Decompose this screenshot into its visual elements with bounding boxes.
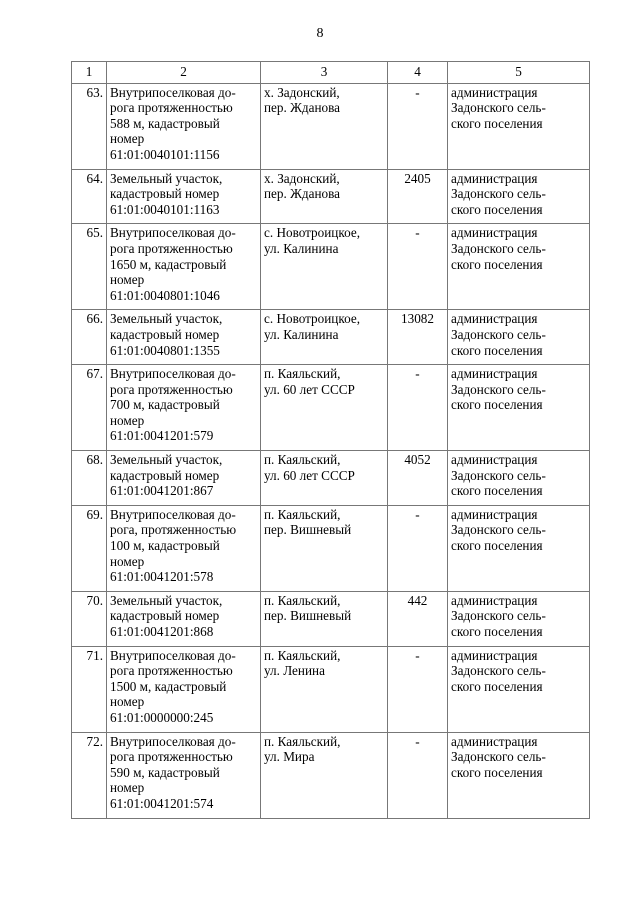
object-area: -	[388, 505, 448, 591]
object-owner: администрация Задонского сель- ского поселения	[448, 224, 590, 310]
object-name: Земельный участок, кадастровый номер 61:01:0040801:1355	[107, 310, 261, 365]
row-number: 63.	[72, 83, 107, 169]
object-area: -	[388, 83, 448, 169]
object-area: 13082	[388, 310, 448, 365]
header-col-1: 1	[72, 62, 107, 84]
table-row	[72, 169, 590, 224]
table-row	[72, 451, 590, 506]
object-area: -	[388, 732, 448, 818]
object-owner: администрация Задонского сель- ского поселения	[448, 451, 590, 506]
table-row	[72, 310, 590, 365]
table-row	[72, 646, 590, 732]
header-col-5: 5	[448, 62, 590, 84]
object-name: Внутрипоселковая до- рога протяженностью 1650 м, кадастровый номер 61:01:0040801:1046	[107, 224, 261, 310]
object-area: -	[388, 646, 448, 732]
object-owner: администрация Задонского сель- ского поселения	[448, 83, 590, 169]
object-owner: администрация Задонского сель- ского поселения	[448, 732, 590, 818]
object-owner: администрация Задонского сель- ского поселения	[448, 169, 590, 224]
table-row	[72, 83, 590, 169]
object-address: с. Новотроицкое, ул. Калинина	[261, 224, 388, 310]
object-owner: администрация Задонского сель- ского поселения	[448, 310, 590, 365]
object-address: п. Каяльский, пер. Вишневый	[261, 505, 388, 591]
page-number: 8	[316, 26, 324, 41]
row-number: 65.	[72, 224, 107, 310]
table-row	[72, 365, 590, 451]
object-area: 2405	[388, 169, 448, 224]
object-owner: администрация Задонского сель- ского поселения	[448, 591, 590, 646]
object-address: п. Каяльский, ул. Мира	[261, 732, 388, 818]
row-number: 64.	[72, 169, 107, 224]
object-address: п. Каяльский, ул. 60 лет СССР	[261, 365, 388, 451]
object-owner: администрация Задонского сель- ского поселения	[448, 505, 590, 591]
table-header-row	[72, 62, 590, 84]
table-row	[72, 732, 590, 818]
object-area: -	[388, 365, 448, 451]
row-number: 67.	[72, 365, 107, 451]
object-name: Земельный участок, кадастровый номер 61:01:0040101:1163	[107, 169, 261, 224]
property-registry-table	[71, 61, 590, 819]
object-name: Внутрипоселковая до- рога протяженностью 588 м, кадастровый номер 61:01:0040101:1156	[107, 83, 261, 169]
object-name: Земельный участок, кадастровый номер 61:01:0041201:867	[107, 451, 261, 506]
object-owner: администрация Задонского сель- ского поселения	[448, 646, 590, 732]
object-area: 442	[388, 591, 448, 646]
object-name: Внутрипоселковая до- рога протяженностью 1500 м, кадастровый номер 61:01:0000000:245	[107, 646, 261, 732]
row-number: 66.	[72, 310, 107, 365]
row-number: 72.	[72, 732, 107, 818]
object-address: п. Каяльский, ул. 60 лет СССР	[261, 451, 388, 506]
row-number: 68.	[72, 451, 107, 506]
table-row	[72, 505, 590, 591]
header-col-4: 4	[388, 62, 448, 84]
object-area: 4052	[388, 451, 448, 506]
object-name: Внутрипоселковая до- рога протяженностью 700 м, кадастровый номер 61:01:0041201:579	[107, 365, 261, 451]
object-address: п. Каяльский, пер. Вишневый	[261, 591, 388, 646]
table-row	[72, 591, 590, 646]
object-address: с. Новотроицкое, ул. Калинина	[261, 310, 388, 365]
object-address: х. Задонский, пер. Жданова	[261, 83, 388, 169]
object-address: х. Задонский, пер. Жданова	[261, 169, 388, 224]
row-number: 70.	[72, 591, 107, 646]
object-name: Внутрипоселковая до- рога, протяженностью 100 м, кадастровый номер 61:01:0041201:578	[107, 505, 261, 591]
object-name: Внутрипоселковая до- рога протяженностью 590 м, кадастровый номер 61:01:0041201:574	[107, 732, 261, 818]
row-number: 69.	[72, 505, 107, 591]
object-area: -	[388, 224, 448, 310]
object-address: п. Каяльский, ул. Ленина	[261, 646, 388, 732]
object-name: Земельный участок, кадастровый номер 61:01:0041201:868	[107, 591, 261, 646]
header-col-2: 2	[107, 62, 261, 84]
object-owner: администрация Задонского сель- ского поселения	[448, 365, 590, 451]
header-col-3: 3	[261, 62, 388, 84]
table-row	[72, 224, 590, 310]
row-number: 71.	[72, 646, 107, 732]
